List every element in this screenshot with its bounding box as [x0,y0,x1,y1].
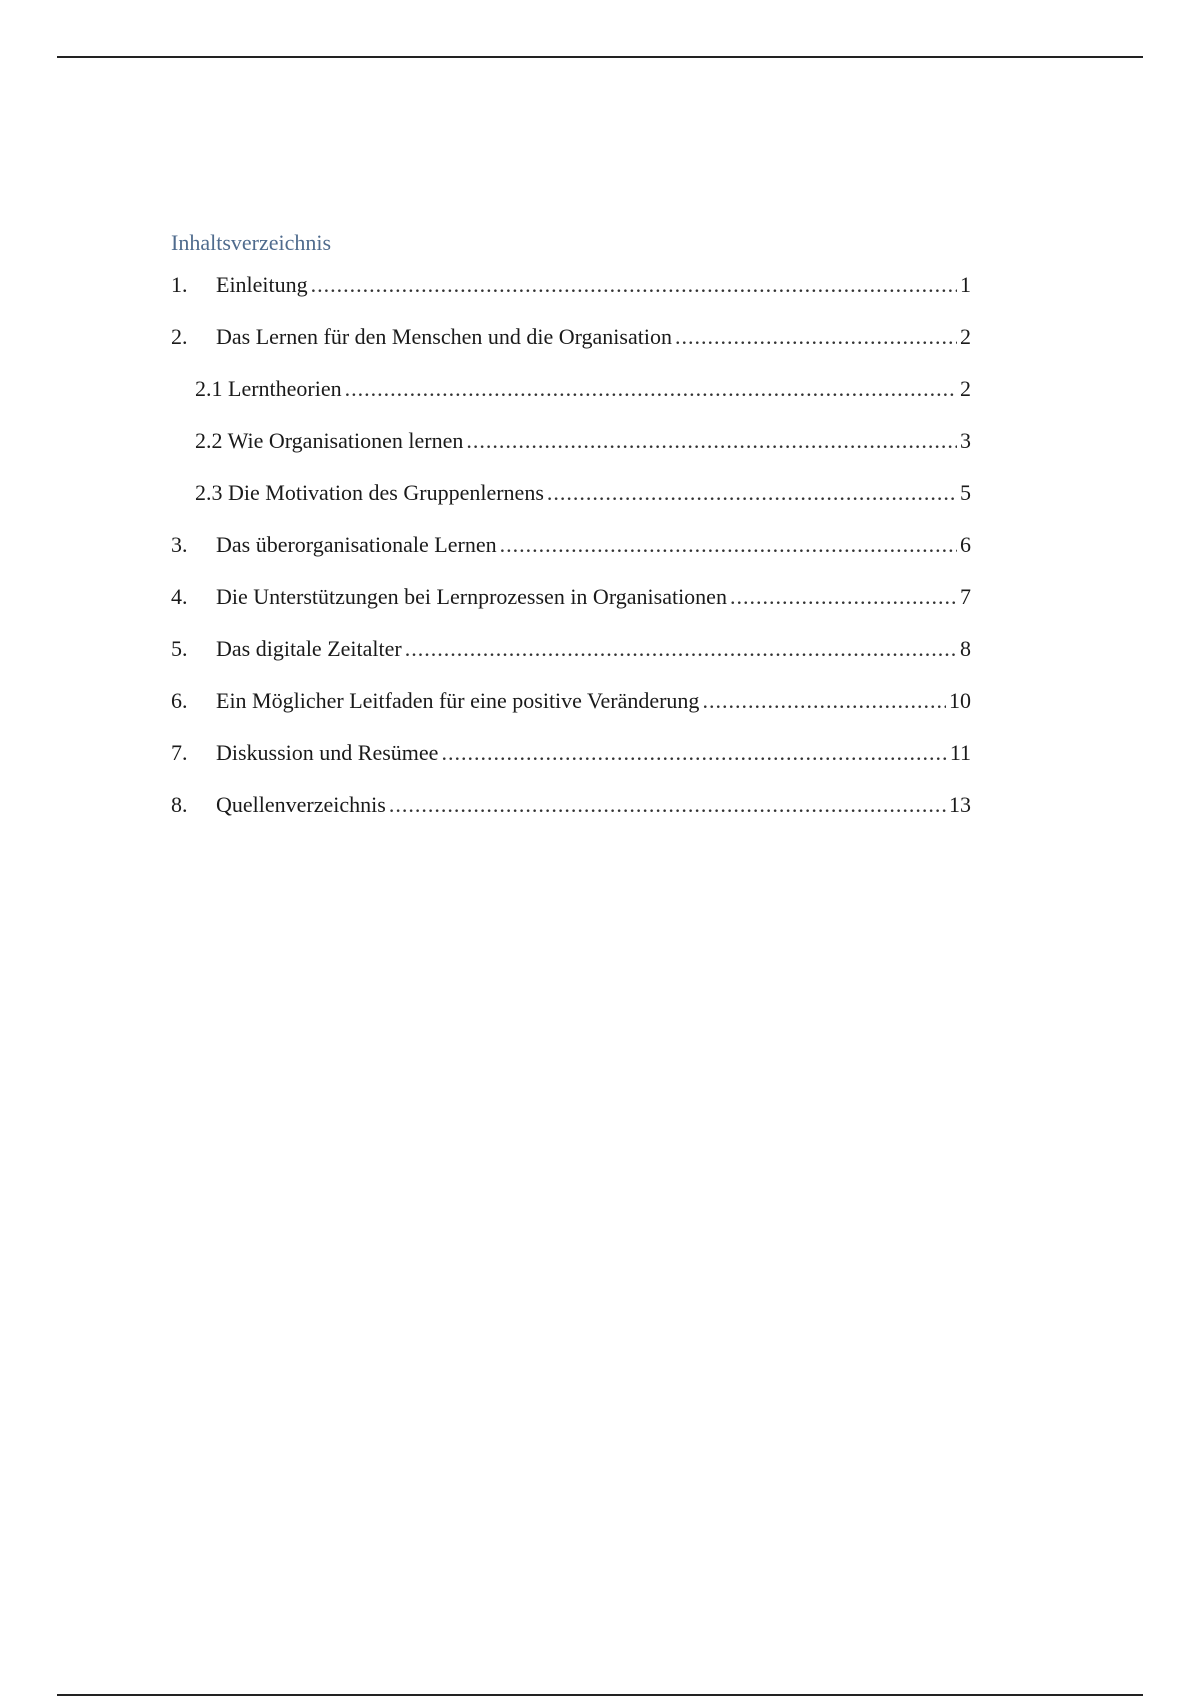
toc-entry-page: 10 [949,688,971,713]
toc-entry-number: 5. [171,636,188,661]
toc-entry-title: 2.3 Die Motivation des Gruppenlernens [195,480,544,505]
header-rule [57,56,1143,58]
toc-entry[interactable] [171,530,971,582]
toc-entry[interactable] [171,686,971,738]
toc-entry[interactable] [171,270,971,322]
toc-list [171,270,971,842]
toc-subentry[interactable] [171,374,971,426]
table-of-contents [171,228,971,842]
toc-entry-page: 6 [960,532,971,557]
toc-entry[interactable] [171,738,971,790]
toc-subentry[interactable] [171,478,971,530]
toc-entry-page: 2 [960,376,971,401]
toc-entry-number: 3. [171,532,188,557]
toc-entry-number: 1. [171,272,188,297]
toc-entry[interactable] [171,790,971,842]
toc-entry-page: 2 [960,324,971,349]
toc-entry-page: 1 [960,272,971,297]
toc-entry-page: 5 [960,480,971,505]
toc-entry-title: Das Lernen für den Menschen und die Organisation [216,324,672,349]
toc-entry-title: Quellenverzeichnis [216,792,386,817]
toc-subentry[interactable] [171,426,971,478]
dot-leader [311,270,957,300]
dot-leader [389,790,946,820]
dot-leader [345,374,957,404]
toc-entry[interactable] [171,634,971,686]
toc-entry-title: Einleitung [216,272,308,297]
toc-entry-title: Die Unterstützungen bei Lernprozessen in Organisationen [216,584,727,609]
dot-leader [675,322,957,352]
toc-entry-number: 7. [171,740,188,765]
toc-entry-title: 2.1 Lerntheorien [195,376,342,401]
toc-entry-title: Ein Möglicher Leitfaden für eine positive Veränderung [216,688,700,713]
toc-entry-title: 2.2 Wie Organisationen lernen [195,428,464,453]
toc-entry-number: 4. [171,584,188,609]
footer-rule [57,1694,1143,1696]
toc-entry-number: 8. [171,792,188,817]
dot-leader [405,634,957,664]
toc-entry-page: 11 [949,740,971,765]
dot-leader [730,582,957,612]
toc-entry-title: Das digitale Zeitalter [216,636,402,661]
toc-entry[interactable] [171,582,971,634]
dot-leader [466,426,957,456]
toc-entry[interactable] [171,322,971,374]
toc-entry-page: 3 [960,428,971,453]
toc-entry-number: 6. [171,688,188,713]
toc-heading: Inhaltsverzeichnis [171,230,332,255]
toc-entry-page: 8 [960,636,971,661]
toc-entry-number: 2. [171,324,188,349]
dot-leader [702,686,946,716]
toc-entry-title: Das überorganisationale Lernen [216,532,497,557]
toc-entry-page: 7 [960,584,971,609]
toc-entry-title: Diskussion und Resümee [216,740,439,765]
dot-leader [441,738,946,768]
dot-leader [500,530,957,560]
dot-leader [547,478,957,508]
toc-entry-page: 13 [949,792,971,817]
